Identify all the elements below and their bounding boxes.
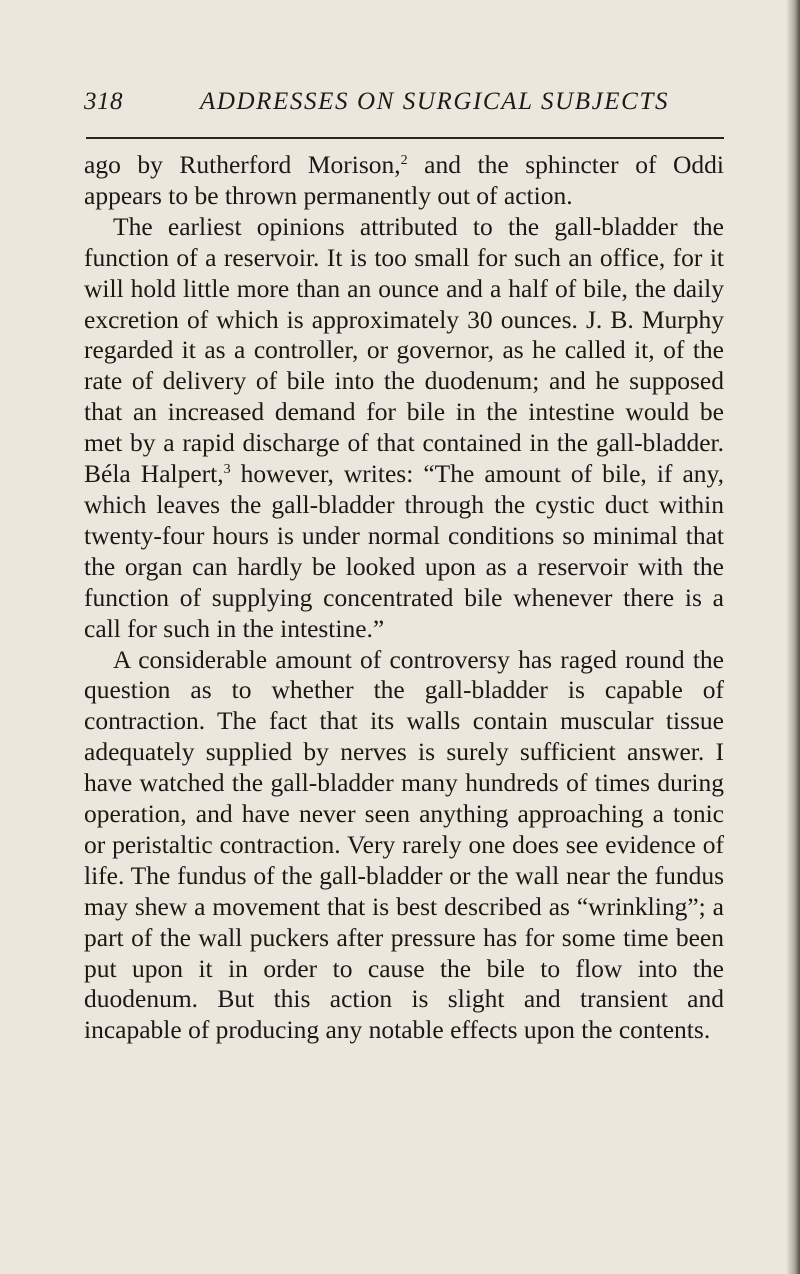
text-segment: however, writes: “The amount of bile, if any, which leaves the gall-bladder through the cystic duct within twenty-four hours is under normal conditions so minimal that the organ can hardly be looked upon as a reservoir with the function of supplying concentrated bile whenever there is a call for such in the intestine.”: [84, 459, 724, 643]
text-segment: The earliest opinions attributed to the gall-bladder the function of a reservoir. It is too small for such an office, for it will hold little more than an ounce and a half of bile, the daily excretion of which is approximately 30 ounces. J. B. Murphy regarded it as a controller, or governor, as he called it, of the rate of delivery of bile into the duodenum; and he supposed that an increased demand for bile in the intestine would be met by a rapid discharge of that contained in the gall-bladder. Béla Halpert,: [84, 211, 724, 489]
paragraph: [84, 150, 724, 212]
footnote-marker[interactable]: 2: [400, 153, 408, 168]
running-head: ADDRESSES ON SURGICAL SUBJECTS: [200, 88, 670, 115]
footnote-marker[interactable]: 3: [223, 462, 231, 478]
page-number: 318: [84, 88, 123, 115]
body-text: [84, 150, 724, 1046]
paragraph: [84, 212, 724, 645]
text-segment: A considerable amount of controversy has raged round the question as to whether the gall-bladder is capable of contraction. The fact that its walls contain muscular tissue adequately supplied by nerves is surely sufficient answer. I have watched the gall-bladder many hundreds of times during operation, and have never seen anything approaching a tonic or peristaltic contraction. Very rarely one does see evidence of life. The fundus of the gall-bladder or the wall near the fundus may shew a movement that is best described as “wrinkling”; a part of the wall puckers after pressure has for some time been put upon it in order to cause the bile to flow into the duodenum. But this action is slight and transient and incapable of producing any notable effects upon the contents.: [84, 644, 724, 1045]
page-edge-shadow: [786, 0, 800, 1274]
text-segment: ago by Rutherford Morison,: [84, 150, 401, 179]
paragraph: [84, 645, 724, 1047]
header-rule: [86, 137, 724, 139]
text-segment: and the sphincter of Oddi appears to be thrown permanently out of action.: [84, 150, 724, 210]
page-header: [84, 88, 724, 122]
